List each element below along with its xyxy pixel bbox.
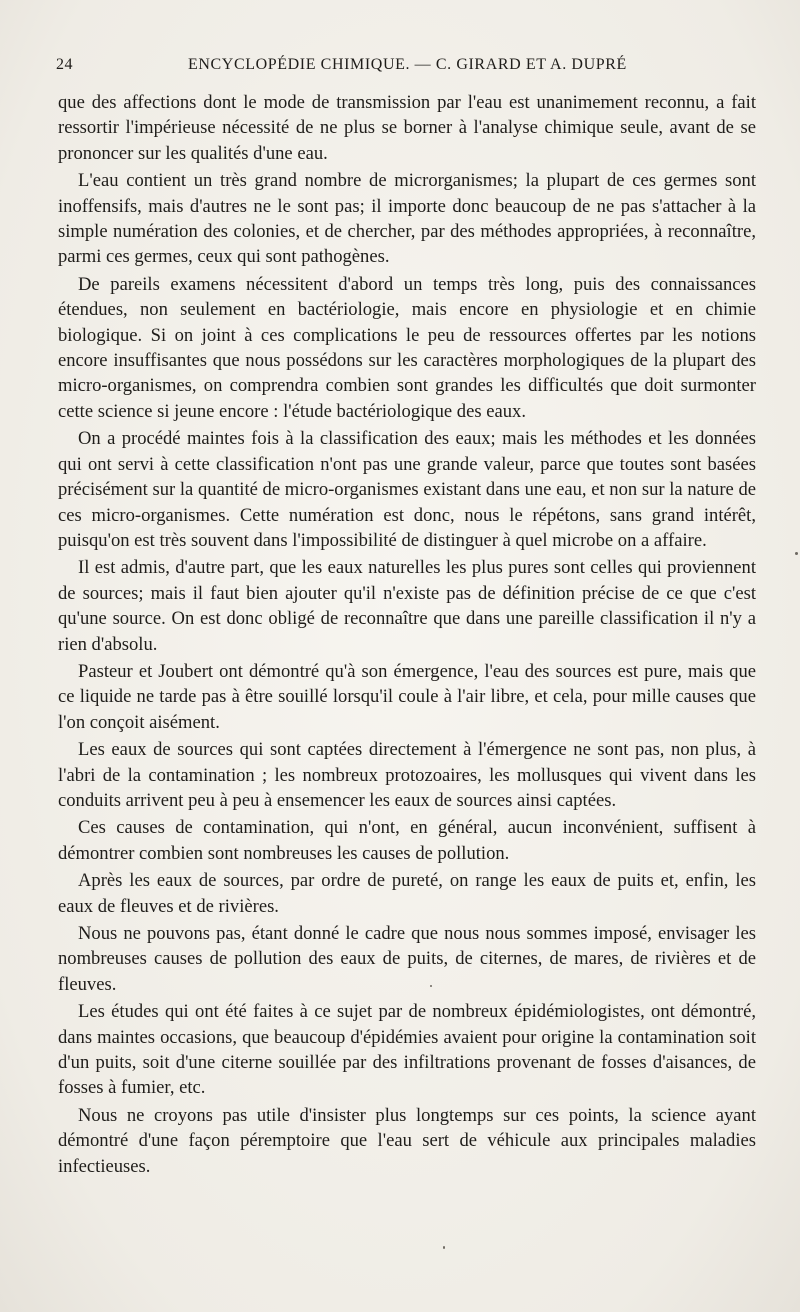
paragraph: On a procédé maintes fois à la classification des eaux; mais les méthodes et les données qui ont servi à cette classification n'ont pas une grande valeur, parce que toutes sont basées précisément sur la quantité de micro-organismes existant dans une eau, et non sur la nature de ces micro-organismes. Cette numération est donc, nous le répétons, sans grand intérêt, puisqu'on est très souvent dans l'impossibilité de distinguer à quel microbe on a affaire. bbox=[58, 428, 756, 551]
paragraph: Ces causes de contamination, qui n'ont, en général, aucun inconvénient, suffisent à démontrer combien sont nombreuses les causes de pollution. bbox=[58, 817, 756, 864]
paragraph: que des affections dont le mode de transmission par l'eau est unanimement reconnu, a fait ressortir l'impérieuse nécessité de ne plus se borner à l'analyse chimique seule, avant de se prononcer sur les qualités d'une eau. bbox=[58, 92, 756, 164]
ink-speck bbox=[795, 552, 798, 555]
body-text bbox=[58, 90, 756, 1181]
paragraph: Les eaux de sources qui sont captées directement à l'émergence ne sont pas, non plus, à l'abri de la contamination ; les nombreux protozoaires, les mollusques qui vivent dans les conduits arrivent peu à peu à ensemencer les eaux de sources ainsi captées. bbox=[58, 739, 756, 811]
paragraph: De pareils examens nécessitent d'abord un temps très long, puis des connaissances étendues, non seulement en bactériologie, mais encore en physiologie et en chimie biologique. Si on joint à ces complications le peu de ressources offertes par les notions encore insuffisantes que nous possédons sur les caractères morphologiques de la plupart des micro-organismes, on comprendra combien sont grandes les difficultés que doit surmonter cette science si jeune encore : l'étude bactériologique des eaux. bbox=[58, 273, 756, 422]
ink-speck bbox=[430, 985, 432, 987]
paragraph: Après les eaux de sources, par ordre de pureté, on range les eaux de puits et, enfin, les eaux de fleuves et de rivières. bbox=[58, 870, 756, 917]
paragraph: Pasteur et Joubert ont démontré qu'à son émergence, l'eau des sources est pure, mais que ce liquide ne tarde pas à être souillé lorsqu'il coule à l'air libre, et cela, pour mille causes que l'on conçoit aisément. bbox=[58, 660, 756, 733]
paragraph: Nous ne croyons pas utile d'insister plus longtemps sur ces points, la science ayant démontré d'une façon péremptoire que l'eau sert de véhicule aux principales maladies infectieuses. bbox=[58, 1104, 756, 1177]
paragraph: Les études qui ont été faites à ce sujet par de nombreux épidémiologistes, ont démontré, dans maintes occasions, que beaucoup d'épidémies avaient pour origine la contamination soit d'un puits, soit d'une citerne souillée par des infiltrations provenant de fosses d'aisances, de fosses à fumier, etc. bbox=[58, 1001, 756, 1099]
ink-speck bbox=[443, 1246, 445, 1249]
paragraph: Nous ne pouvons pas, étant donné le cadre que nous nous sommes imposé, envisager les nombreuses causes de pollution des eaux de puits, de citernes, de mares, de rivières et de fleuves. bbox=[58, 923, 756, 995]
running-title: ENCYCLOPÉDIE CHIMIQUE. — C. GIRARD ET A. DUPRÉ bbox=[188, 56, 627, 73]
paragraph: L'eau contient un très grand nombre de microrganismes; la plupart de ces germes sont inoffensifs, mais d'autres ne le sont pas; il importe donc beaucoup de ne pas s'attacher à la simple numération des colonies, et de chercher, par des méthodes appropriées, à reconnaître, parmi ces germes, ceux qui sont pathogènes. bbox=[58, 170, 756, 268]
page-header bbox=[56, 56, 750, 80]
page-number: 24 bbox=[56, 56, 73, 73]
paragraph: Il est admis, d'autre part, que les eaux naturelles les plus pures sont celles qui proviennent de sources; mais il faut bien ajouter qu'il n'existe pas de définition précise de ce que c'est qu'une source. On est donc obligé de reconnaître que dans une pareille classification il n'y a rien d'absolu. bbox=[58, 557, 756, 655]
